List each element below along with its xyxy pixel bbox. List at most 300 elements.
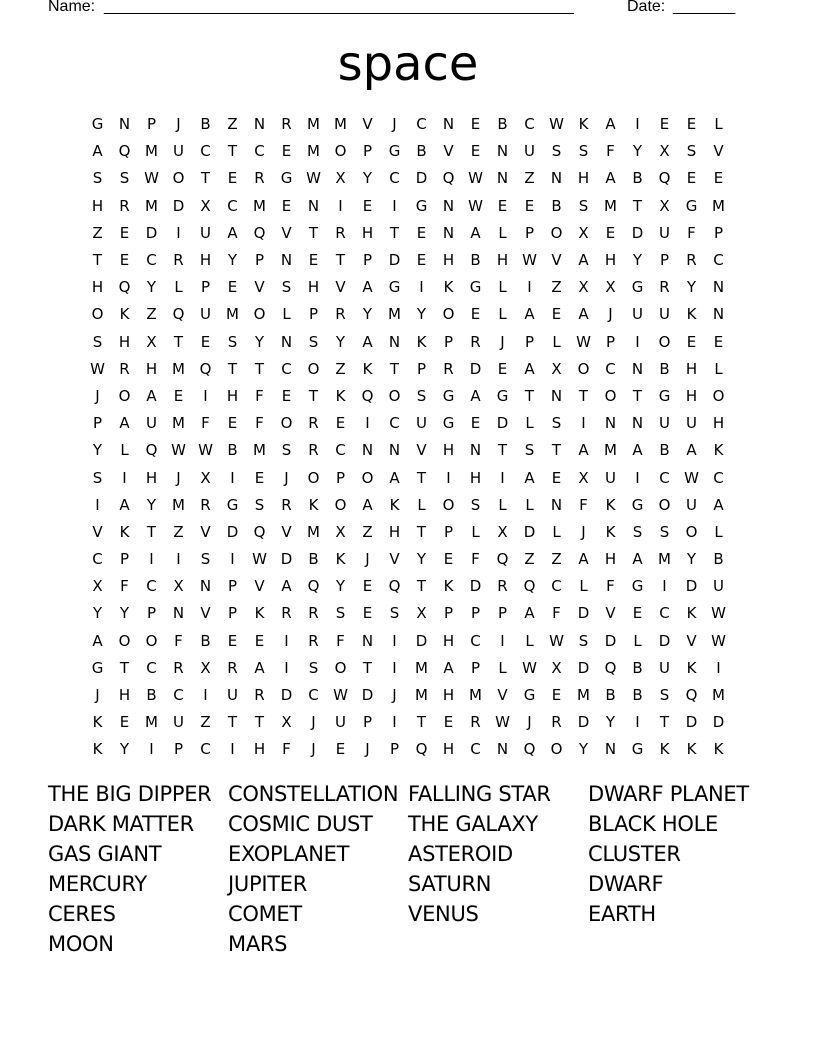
grid-letter[interactable]: Z (362, 522, 373, 541)
grid-letter[interactable]: O (91, 305, 104, 324)
grid-letter[interactable]: Y (686, 278, 697, 297)
grid-letter[interactable]: S (470, 495, 481, 514)
grid-letter[interactable]: S (92, 169, 103, 188)
grid-letter[interactable]: D (604, 631, 617, 650)
grid-letter[interactable]: N (496, 169, 509, 188)
grid-letter[interactable]: L (471, 522, 480, 541)
grid-letter[interactable]: H (685, 359, 698, 378)
grid-letter[interactable]: W (576, 332, 591, 351)
grid-letter[interactable]: A (578, 251, 589, 270)
grid-letter[interactable]: E (254, 468, 265, 487)
grid-letter[interactable]: A (443, 658, 454, 677)
grid-letter[interactable]: S (416, 386, 427, 405)
grid-letter[interactable]: I (392, 713, 397, 732)
grid-letter[interactable]: S (335, 604, 346, 623)
grid-letter[interactable]: M (172, 359, 185, 378)
grid-letter[interactable]: V (254, 278, 265, 297)
grid-letter[interactable]: A (686, 441, 697, 460)
grid-letter[interactable]: M (172, 495, 185, 514)
grid-letter[interactable]: I (716, 658, 721, 677)
grid-letter[interactable]: O (604, 386, 617, 405)
grid-letter[interactable]: E (713, 332, 724, 351)
grid-letter[interactable]: T (416, 468, 427, 487)
grid-letter[interactable]: I (230, 468, 235, 487)
grid-letter[interactable]: O (253, 305, 266, 324)
grid-letter[interactable]: G (658, 386, 671, 405)
grid-letter[interactable]: H (361, 223, 374, 242)
grid-letter[interactable]: D (577, 604, 590, 623)
grid-letter[interactable]: P (92, 414, 103, 433)
grid-letter[interactable]: K (92, 713, 103, 732)
grid-letter[interactable]: F (471, 550, 480, 569)
grid-letter[interactable]: X (578, 278, 589, 297)
grid-letter[interactable]: P (335, 468, 346, 487)
grid-letter[interactable]: S (578, 196, 589, 215)
grid-letter[interactable]: R (281, 604, 292, 623)
grid-letter[interactable]: T (389, 359, 400, 378)
grid-letter[interactable]: S (551, 414, 562, 433)
grid-letter[interactable]: B (200, 631, 211, 650)
grid-letter[interactable]: Z (524, 550, 535, 569)
grid-letter[interactable]: K (443, 278, 454, 297)
grid-letter[interactable]: O (172, 169, 185, 188)
grid-letter[interactable]: L (120, 441, 129, 460)
grid-letter[interactable]: E (551, 305, 562, 324)
grid-letter[interactable]: Q (118, 142, 131, 161)
grid-letter[interactable]: O (307, 468, 320, 487)
grid-letter[interactable]: L (552, 332, 561, 351)
grid-letter[interactable]: I (176, 550, 181, 569)
grid-letter[interactable]: A (281, 577, 292, 596)
grid-letter[interactable]: V (92, 522, 103, 541)
grid-letter[interactable]: B (659, 441, 670, 460)
grid-letter[interactable]: J (392, 115, 397, 134)
grid-letter[interactable]: H (442, 251, 455, 270)
grid-letter[interactable]: A (227, 223, 238, 242)
grid-letter[interactable]: T (524, 386, 535, 405)
grid-letter[interactable]: M (712, 686, 725, 705)
grid-letter[interactable]: O (658, 495, 671, 514)
grid-letter[interactable]: V (443, 142, 454, 161)
grid-letter[interactable]: Z (227, 115, 238, 134)
grid-letter[interactable]: P (470, 604, 481, 623)
grid-letter[interactable]: Q (199, 359, 212, 378)
grid-letter[interactable]: I (230, 550, 235, 569)
grid-letter[interactable]: A (578, 550, 589, 569)
grid-letter[interactable]: R (470, 713, 481, 732)
grid-letter[interactable]: R (308, 414, 319, 433)
grid-letter[interactable]: G (442, 414, 455, 433)
date-blank-line[interactable]: _______ (673, 0, 736, 15)
grid-letter[interactable]: U (686, 495, 697, 514)
grid-letter[interactable]: W (90, 359, 105, 378)
grid-letter[interactable]: L (633, 631, 642, 650)
grid-letter[interactable]: V (200, 522, 211, 541)
grid-letter[interactable]: G (415, 196, 428, 215)
grid-letter[interactable]: D (145, 223, 158, 242)
grid-letter[interactable]: R (497, 577, 508, 596)
grid-letter[interactable]: T (146, 522, 157, 541)
grid-letter[interactable]: B (551, 196, 562, 215)
grid-letter[interactable]: B (200, 115, 211, 134)
grid-letter[interactable]: S (281, 278, 292, 297)
grid-letter[interactable]: G (685, 196, 698, 215)
grid-letter[interactable]: E (470, 142, 481, 161)
grid-letter[interactable]: Q (307, 577, 320, 596)
grid-letter[interactable]: F (201, 414, 210, 433)
grid-letter[interactable]: X (335, 522, 346, 541)
grid-letter[interactable]: S (308, 658, 319, 677)
grid-letter[interactable]: Q (253, 522, 266, 541)
grid-letter[interactable]: S (254, 495, 265, 514)
grid-letter[interactable]: P (173, 740, 184, 759)
grid-letter[interactable]: D (469, 359, 482, 378)
grid-letter[interactable]: M (307, 522, 320, 541)
grid-letter[interactable]: J (311, 740, 316, 759)
grid-letter[interactable]: R (335, 223, 346, 242)
grid-letter[interactable]: W (144, 169, 159, 188)
grid-letter[interactable]: D (685, 713, 698, 732)
grid-letter[interactable]: M (307, 115, 320, 134)
grid-letter[interactable]: V (362, 115, 373, 134)
grid-letter[interactable]: C (254, 142, 265, 161)
grid-letter[interactable]: N (604, 740, 617, 759)
grid-letter[interactable]: N (361, 631, 374, 650)
grid-letter[interactable]: V (551, 251, 562, 270)
grid-letter[interactable]: J (500, 332, 505, 351)
grid-letter[interactable]: D (415, 169, 428, 188)
grid-letter[interactable]: A (389, 468, 400, 487)
grid-letter[interactable]: E (281, 386, 292, 405)
grid-letter[interactable]: M (577, 686, 590, 705)
grid-letter[interactable]: K (686, 305, 697, 324)
grid-letter[interactable]: H (199, 251, 212, 270)
grid-letter[interactable]: V (254, 577, 265, 596)
grid-letter[interactable]: K (416, 332, 427, 351)
grid-letter[interactable]: A (578, 305, 589, 324)
grid-letter[interactable]: E (686, 169, 697, 188)
grid-letter[interactable]: X (173, 577, 184, 596)
grid-letter[interactable]: U (335, 713, 346, 732)
grid-letter[interactable]: K (335, 550, 346, 569)
grid-letter[interactable]: E (443, 713, 454, 732)
grid-letter[interactable]: I (230, 740, 235, 759)
grid-letter[interactable]: C (146, 658, 157, 677)
grid-letter[interactable]: M (415, 686, 428, 705)
grid-letter[interactable]: I (149, 550, 154, 569)
grid-letter[interactable]: M (172, 414, 185, 433)
grid-letter[interactable]: Y (416, 550, 427, 569)
grid-letter[interactable]: L (714, 359, 723, 378)
grid-letter[interactable]: Q (658, 169, 671, 188)
grid-letter[interactable]: E (497, 196, 508, 215)
grid-letter[interactable]: U (416, 414, 427, 433)
grid-letter[interactable]: Y (92, 604, 103, 623)
grid-letter[interactable]: T (227, 359, 238, 378)
grid-letter[interactable]: E (524, 196, 535, 215)
grid-letter[interactable]: K (605, 522, 616, 541)
grid-letter[interactable]: N (550, 169, 563, 188)
grid-letter[interactable]: I (95, 495, 100, 514)
grid-letter[interactable]: V (281, 223, 292, 242)
grid-letter[interactable]: W (468, 196, 483, 215)
grid-letter[interactable]: G (469, 278, 482, 297)
grid-letter[interactable]: O (280, 414, 293, 433)
grid-letter[interactable]: X (497, 522, 508, 541)
grid-letter[interactable]: P (443, 604, 454, 623)
grid-letter[interactable]: I (446, 468, 451, 487)
grid-letter[interactable]: Y (632, 142, 643, 161)
grid-letter[interactable]: S (227, 332, 238, 351)
grid-letter[interactable]: T (416, 577, 427, 596)
grid-letter[interactable]: K (92, 740, 103, 759)
grid-letter[interactable]: Y (146, 495, 157, 514)
grid-letter[interactable]: O (658, 332, 671, 351)
grid-letter[interactable]: S (578, 142, 589, 161)
grid-letter[interactable]: O (712, 386, 725, 405)
grid-letter[interactable]: G (631, 740, 644, 759)
grid-letter[interactable]: K (335, 386, 346, 405)
grid-letter[interactable]: T (551, 441, 562, 460)
grid-letter[interactable]: X (551, 658, 562, 677)
grid-letter[interactable]: C (416, 115, 427, 134)
grid-letter[interactable]: T (308, 386, 319, 405)
grid-letter[interactable]: D (361, 686, 374, 705)
grid-letter[interactable]: W (711, 631, 726, 650)
grid-letter[interactable]: T (308, 223, 319, 242)
grid-letter[interactable]: R (308, 631, 319, 650)
grid-letter[interactable]: L (579, 577, 588, 596)
grid-letter[interactable]: J (608, 305, 613, 324)
grid-letter[interactable]: K (119, 305, 130, 324)
grid-letter[interactable]: I (527, 278, 532, 297)
grid-letter[interactable]: P (308, 305, 319, 324)
grid-letter[interactable]: S (686, 142, 697, 161)
grid-letter[interactable]: J (95, 686, 100, 705)
grid-letter[interactable]: H (118, 332, 131, 351)
grid-letter[interactable]: H (91, 196, 104, 215)
grid-letter[interactable]: H (604, 251, 617, 270)
grid-letter[interactable]: A (524, 468, 535, 487)
grid-letter[interactable]: E (119, 223, 130, 242)
grid-letter[interactable]: G (91, 115, 104, 134)
grid-letter[interactable]: G (91, 658, 104, 677)
grid-letter[interactable]: W (333, 686, 348, 705)
grid-letter[interactable]: H (307, 278, 320, 297)
grid-letter[interactable]: R (551, 713, 562, 732)
grid-letter[interactable]: N (280, 251, 293, 270)
grid-letter[interactable]: H (577, 169, 590, 188)
grid-letter[interactable]: K (254, 604, 265, 623)
grid-letter[interactable]: S (632, 522, 643, 541)
grid-letter[interactable]: X (200, 658, 211, 677)
grid-letter[interactable]: I (284, 658, 289, 677)
grid-letter[interactable]: Y (362, 305, 373, 324)
grid-letter[interactable]: F (255, 414, 264, 433)
grid-letter[interactable]: I (635, 713, 640, 732)
grid-letter[interactable]: N (712, 278, 725, 297)
grid-letter[interactable]: R (119, 196, 130, 215)
grid-letter[interactable]: P (227, 577, 238, 596)
grid-letter[interactable]: D (280, 550, 293, 569)
grid-letter[interactable]: I (365, 414, 370, 433)
grid-letter[interactable]: P (119, 550, 130, 569)
grid-letter[interactable]: B (632, 686, 643, 705)
grid-letter[interactable]: A (524, 604, 535, 623)
grid-letter[interactable]: K (578, 115, 589, 134)
grid-letter[interactable]: H (442, 441, 455, 460)
grid-letter[interactable]: T (416, 713, 427, 732)
grid-letter[interactable]: T (200, 169, 211, 188)
grid-letter[interactable]: L (498, 658, 507, 677)
grid-letter[interactable]: G (496, 386, 509, 405)
grid-letter[interactable]: X (281, 713, 292, 732)
grid-letter[interactable]: A (605, 115, 616, 134)
grid-letter[interactable]: K (713, 441, 724, 460)
grid-letter[interactable]: N (442, 196, 455, 215)
name-blank-line[interactable]: ______________________________________________________ (104, 0, 574, 15)
grid-letter[interactable]: G (388, 142, 401, 161)
grid-letter[interactable]: T (578, 386, 589, 405)
grid-letter[interactable]: D (226, 522, 239, 541)
grid-letter[interactable]: M (469, 686, 482, 705)
grid-letter[interactable]: A (362, 332, 373, 351)
grid-letter[interactable]: I (392, 631, 397, 650)
grid-letter[interactable]: A (470, 386, 481, 405)
grid-letter[interactable]: S (524, 441, 535, 460)
grid-letter[interactable]: X (92, 577, 103, 596)
grid-letter[interactable]: N (469, 441, 482, 460)
grid-letter[interactable]: E (227, 278, 238, 297)
grid-letter[interactable]: D (712, 713, 725, 732)
grid-letter[interactable]: O (550, 223, 563, 242)
grid-letter[interactable]: P (146, 115, 157, 134)
grid-letter[interactable]: P (146, 604, 157, 623)
grid-letter[interactable]: X (659, 142, 670, 161)
grid-letter[interactable]: S (659, 522, 670, 541)
grid-letter[interactable]: C (659, 468, 670, 487)
grid-letter[interactable]: W (522, 251, 537, 270)
grid-letter[interactable]: M (604, 196, 617, 215)
grid-letter[interactable]: A (524, 305, 535, 324)
grid-letter[interactable]: Z (173, 522, 184, 541)
grid-letter[interactable]: P (362, 251, 373, 270)
grid-letter[interactable]: X (335, 169, 346, 188)
grid-letter[interactable]: Y (686, 550, 697, 569)
grid-letter[interactable]: T (92, 251, 103, 270)
grid-letter[interactable]: W (549, 631, 564, 650)
grid-letter[interactable]: A (605, 169, 616, 188)
grid-letter[interactable]: C (659, 604, 670, 623)
grid-letter[interactable]: R (281, 115, 292, 134)
grid-letter[interactable]: P (524, 223, 535, 242)
grid-letter[interactable]: D (685, 577, 698, 596)
grid-letter[interactable]: J (365, 740, 370, 759)
grid-letter[interactable]: J (311, 713, 316, 732)
grid-letter[interactable]: L (714, 115, 723, 134)
grid-letter[interactable]: P (524, 332, 535, 351)
grid-letter[interactable]: F (606, 142, 615, 161)
grid-letter[interactable]: V (281, 522, 292, 541)
grid-letter[interactable]: O (118, 631, 131, 650)
grid-letter[interactable]: B (146, 686, 157, 705)
grid-letter[interactable]: Z (551, 278, 562, 297)
grid-letter[interactable]: X (578, 223, 589, 242)
grid-letter[interactable]: M (307, 142, 320, 161)
grid-letter[interactable]: X (659, 196, 670, 215)
grid-letter[interactable]: Y (578, 740, 589, 759)
grid-letter[interactable]: N (388, 332, 401, 351)
grid-letter[interactable]: B (659, 359, 670, 378)
grid-letter[interactable]: D (172, 196, 185, 215)
grid-letter[interactable]: M (253, 196, 266, 215)
grid-letter[interactable]: W (684, 468, 699, 487)
grid-letter[interactable]: Q (685, 686, 698, 705)
grid-letter[interactable]: X (146, 332, 157, 351)
grid-letter[interactable]: O (388, 386, 401, 405)
grid-letter[interactable]: J (284, 468, 289, 487)
grid-letter[interactable]: I (149, 740, 154, 759)
grid-letter[interactable]: E (362, 577, 373, 596)
grid-letter[interactable]: D (577, 713, 590, 732)
grid-letter[interactable]: R (470, 332, 481, 351)
grid-letter[interactable]: J (95, 386, 100, 405)
grid-letter[interactable]: W (171, 441, 186, 460)
grid-letter[interactable]: C (470, 631, 481, 650)
grid-letter[interactable]: L (525, 414, 534, 433)
grid-letter[interactable]: P (497, 604, 508, 623)
grid-letter[interactable]: H (253, 740, 266, 759)
grid-letter[interactable]: P (227, 604, 238, 623)
grid-letter[interactable]: B (497, 115, 508, 134)
grid-letter[interactable]: P (470, 658, 481, 677)
grid-letter[interactable]: W (198, 441, 213, 460)
grid-letter[interactable]: P (713, 223, 724, 242)
grid-letter[interactable]: K (308, 495, 319, 514)
grid-letter[interactable]: J (392, 686, 397, 705)
grid-letter[interactable]: N (604, 414, 617, 433)
grid-letter[interactable]: C (524, 115, 535, 134)
grid-letter[interactable]: U (632, 305, 643, 324)
grid-letter[interactable]: W (306, 169, 321, 188)
grid-letter[interactable]: K (362, 359, 373, 378)
grid-letter[interactable]: S (659, 686, 670, 705)
grid-letter[interactable]: H (442, 740, 455, 759)
grid-letter[interactable]: G (280, 169, 293, 188)
grid-letter[interactable]: N (388, 441, 401, 460)
grid-letter[interactable]: P (362, 142, 373, 161)
grid-letter[interactable]: F (579, 495, 588, 514)
grid-letter[interactable]: A (713, 495, 724, 514)
grid-letter[interactable]: S (551, 142, 562, 161)
grid-letter[interactable]: H (388, 522, 401, 541)
grid-letter[interactable]: Y (92, 441, 103, 460)
grid-letter[interactable]: C (173, 686, 184, 705)
grid-letter[interactable]: K (659, 740, 670, 759)
grid-letter[interactable]: I (176, 223, 181, 242)
grid-letter[interactable]: N (199, 577, 212, 596)
grid-letter[interactable]: J (176, 468, 181, 487)
grid-letter[interactable]: Y (605, 713, 616, 732)
grid-letter[interactable]: E (281, 142, 292, 161)
grid-letter[interactable]: U (659, 658, 670, 677)
grid-letter[interactable]: G (523, 686, 536, 705)
grid-letter[interactable]: H (226, 386, 239, 405)
grid-letter[interactable]: T (389, 223, 400, 242)
grid-letter[interactable]: Z (524, 169, 535, 188)
grid-letter[interactable]: P (443, 522, 454, 541)
grid-letter[interactable]: T (119, 658, 130, 677)
